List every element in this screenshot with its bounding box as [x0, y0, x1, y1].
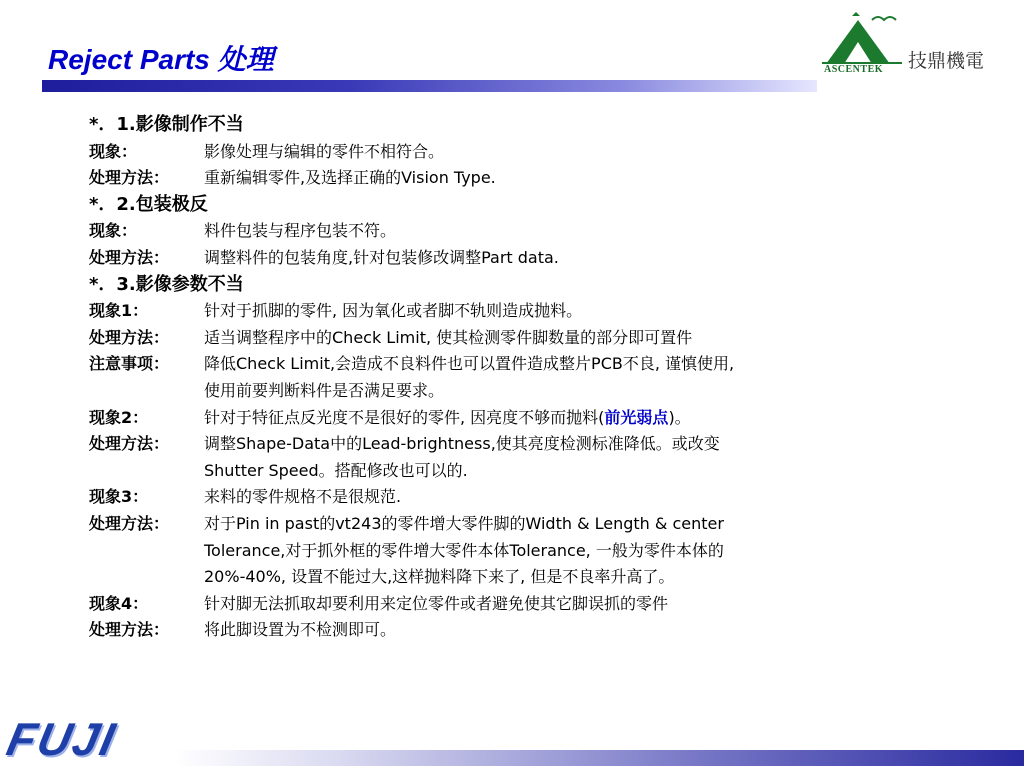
slide-title: Reject Parts 处理 [48, 44, 274, 75]
ascentek-logo [822, 12, 1012, 80]
logo-english-name: ASCENTEK [824, 64, 884, 75]
continuation-line [89, 564, 989, 591]
body-line [89, 511, 989, 538]
section-heading [89, 192, 989, 219]
field-label: 现象： [89, 221, 138, 241]
field-label: 现象2： [89, 407, 149, 427]
body-line [89, 165, 989, 192]
continuation-text: Tolerance,对于抓外框的零件增大零件本体Tolerance, 一般为零件本体的 [204, 540, 724, 560]
highlighted-term: 前光弱点 [604, 407, 669, 427]
field-text: 针对于抓脚的零件, 因为氧化或者脚不轨则造成抛料。 [204, 301, 583, 321]
field-label: 现象： [89, 141, 138, 161]
section-heading [89, 272, 989, 299]
body-line [89, 325, 989, 352]
field-text: 重新编辑零件,及选择正确的Vision Type. [204, 168, 496, 188]
body-line [89, 139, 989, 166]
body-line [89, 245, 989, 272]
field-label: 现象4： [89, 593, 149, 613]
slide-body [89, 112, 989, 644]
field-label: 处理方法： [89, 327, 170, 347]
field-label: 处理方法： [89, 513, 170, 533]
continuation-text: 使用前要判断料件是否满足要求。 [204, 380, 445, 400]
field-text: 调整Shape-Data中的Lead-brightness,使其亮度检测标准降低。或改变 [204, 434, 720, 454]
field-label: 现象3： [89, 487, 149, 507]
field-text: 将此脚设置为不检测即可。 [204, 620, 397, 640]
field-text: 适当调整程序中的Check Limit, 使其检测零件脚数量的部分即可置件 [204, 327, 693, 347]
fuji-brand-logo: FUJI [2, 713, 122, 765]
body-line [89, 431, 989, 458]
body-line [89, 298, 989, 325]
field-label: 处理方法： [89, 434, 170, 454]
field-text: 针对脚无法抓取却要利用来定位零件或者避免使其它脚误抓的零件 [204, 593, 669, 613]
field-text: 影像处理与编辑的零件不相符合。 [204, 141, 445, 161]
section-heading-text: *．2.包装极反 [89, 193, 208, 215]
field-label: 处理方法： [89, 247, 170, 267]
body-line [89, 617, 989, 644]
continuation-line [89, 378, 989, 405]
continuation-text: Shutter Speed。搭配修改也可以的. [204, 460, 468, 480]
continuation-line [89, 458, 989, 485]
text-before-highlight: 针对于特征点反光度不是很好的零件, 因亮度不够而抛料( [204, 407, 605, 427]
field-label: 处理方法： [89, 168, 170, 188]
body-line [89, 484, 989, 511]
field-text [204, 405, 691, 432]
field-label: 注意事项： [89, 354, 170, 374]
section-heading [89, 112, 989, 139]
title-underline-bar [42, 80, 817, 92]
body-line [89, 351, 989, 378]
field-text: 调整料件的包装角度,针对包装修改调整Part data. [204, 247, 559, 267]
field-text: 降低Check Limit,会造成不良料件也可以置件造成整片PCB不良, 谨慎使用, [204, 354, 735, 374]
field-text: 料件包装与程序包装不符。 [204, 221, 397, 241]
field-label: 处理方法： [89, 620, 170, 640]
logo-chinese-name: 技鼎機電 [908, 50, 985, 72]
footer-gradient-bar [175, 750, 1024, 766]
text-after-highlight: )。 [668, 407, 691, 427]
field-text: 对于Pin in past的vt243的零件增大零件脚的Width & Length & center [204, 513, 724, 533]
mountain-logo-icon [822, 12, 906, 68]
continuation-text: 20%-40%, 设置不能过大,这样抛料降下来了, 但是不良率升高了。 [204, 567, 675, 587]
body-line [89, 405, 989, 432]
body-line [89, 218, 989, 245]
section-heading-text: *．1.影像制作不当 [89, 114, 244, 135]
field-text: 来料的零件规格不是很规范. [204, 487, 402, 507]
body-line [89, 591, 989, 618]
field-label: 现象1： [89, 301, 149, 321]
section-heading-text: *．3.影像参数不当 [89, 273, 244, 295]
continuation-line [89, 538, 989, 565]
